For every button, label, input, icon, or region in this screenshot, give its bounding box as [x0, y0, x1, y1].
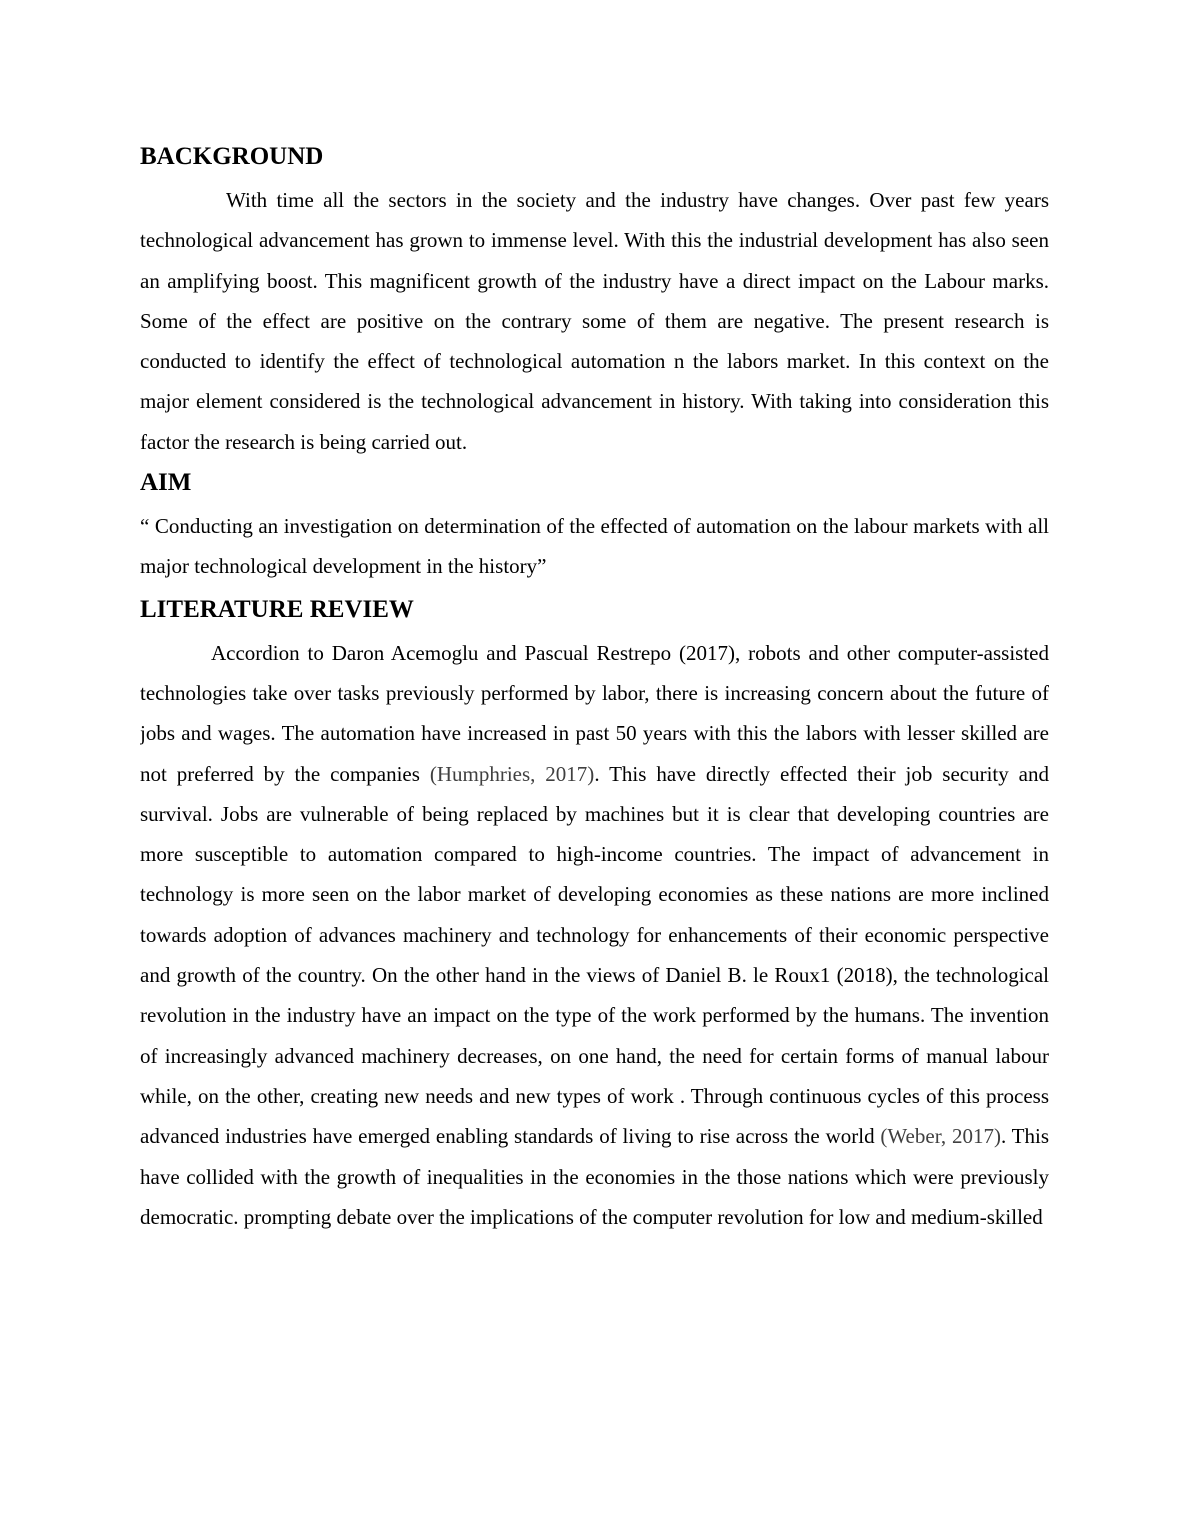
literature-text-part-3: . This have collided with the growth of inequalities in the economies in the those nations which were previously democratic. prompting debate over the implications of the computer revolution for low and medium-skilled [140, 1124, 1049, 1229]
aim-paragraph: “ Conducting an investigation on determination of the effected of automation on the labour markets with all major technological development in the history” [140, 514, 1049, 579]
citation-humphries: (Humphries, 2017) [429, 761, 595, 786]
background-heading: BACKGROUND [140, 143, 324, 170]
literature-review-heading: LITERATURE REVIEW [140, 595, 414, 623]
document-page [140, 138, 1049, 1317]
literature-review-paragraph [140, 633, 1049, 1317]
citation-weber: (Weber, 2017) [880, 1124, 1001, 1149]
background-paragraph: With time all the sectors in the society and the industry have changes. Over past few years technological advancement has grown to immense level. With this the industrial development has also seen an amplifying boost. This magnificent growth of the industry have a direct impact on the Labour marks. Some of the effect are positive on the contrary some of them are negative. The present research is conducted to identify the effect of technological automation n the labors market. In this context on the major element considered is the technological advancement in history. With taking into consideration this factor the research is being carried out. [140, 188, 1049, 454]
aim-heading: AIM [140, 469, 192, 497]
literature-text-part-1: Accordion to Daron Acemoglu and Pascual Restrepo (2017), robots and other computer-assisted technologies take over tasks previously performed by labor, there is increasing concern about the future of jobs and wages. The automation have increased in past 50 years with this the labors with lesser skilled are not preferred by the companies [140, 640, 1049, 786]
literature-text-part-2: . This have directly effected their job security and survival. Jobs are vulnerable of being replaced by machines but it is clear that developing countries are more susceptible to automation compared to high-income countries. The impact of advancement in technology is more seen on the labor market of developing economies as these nations are more inclined towards adoption of advances machinery and technology for enhancements of their economic perspective and growth of the country. On the other hand in the views of Daniel B. le Roux1 (2018), the technological revolution in the industry have an impact on the type of the work performed by the humans. The invention of increasingly advanced machinery decreases, on one hand, the need for certain forms of manual labour while, on the other, creating new needs and new types of work . Through continuous cycles of this process advanced industries have emerged enabling standards of living to rise across the world [140, 761, 1049, 1149]
